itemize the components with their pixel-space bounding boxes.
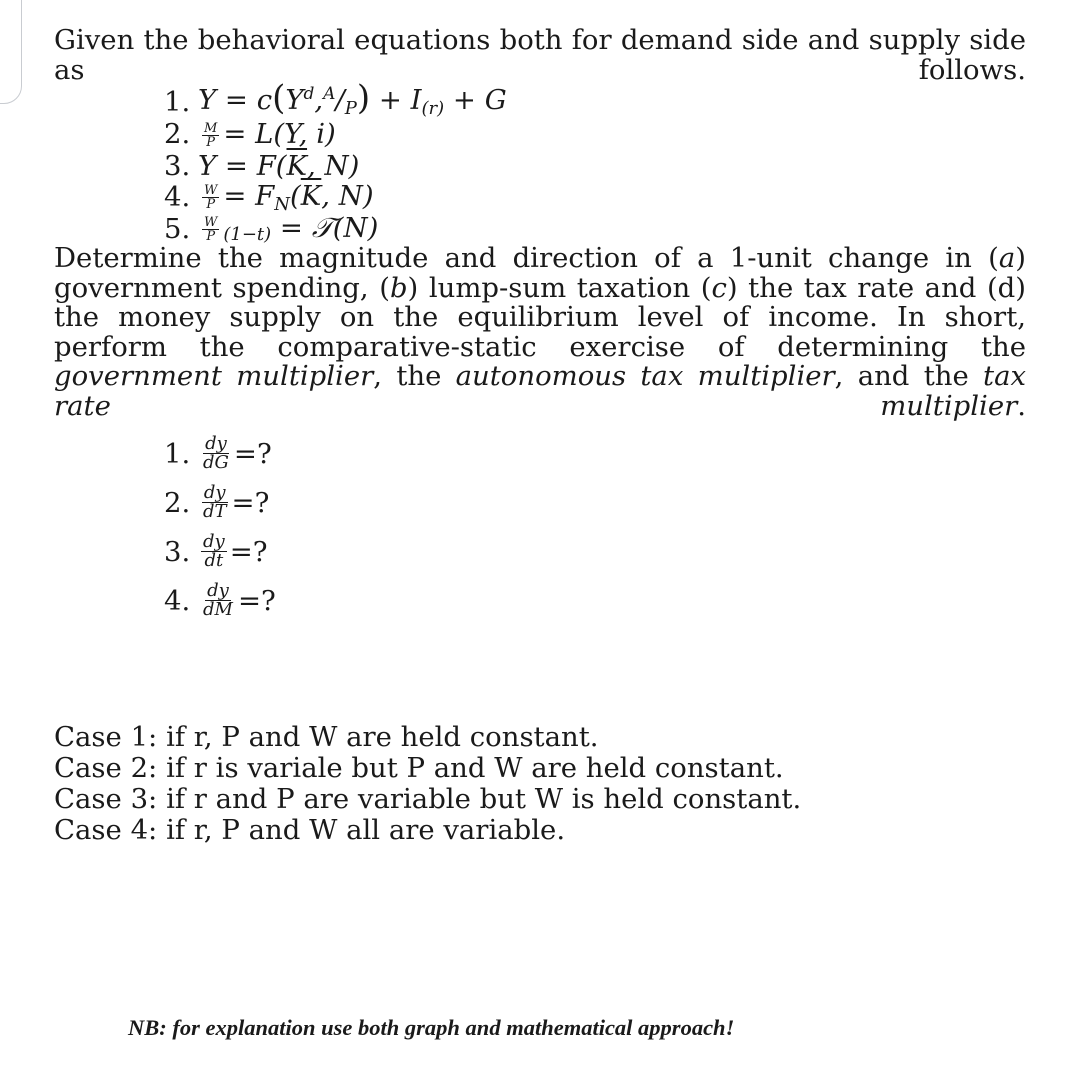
derivative-rhs: =? (231, 486, 270, 519)
derivative-item (164, 527, 1026, 576)
derivative-fraction: $\frac{dy}{dT}$ (203, 482, 227, 522)
equation-4 (164, 181, 1026, 213)
equation-4-expression: $\frac{W}{P}$ = $F_N(\overline{K}$, N) (204, 179, 374, 215)
derivative-list (164, 429, 1026, 625)
derivative-fraction: $\frac{dy}{dt}$ (203, 531, 225, 571)
derivative-item (164, 478, 1026, 527)
equation-number: 3. (164, 149, 191, 182)
equation-3 (164, 150, 1026, 181)
equation-3-expression: $Y = F(\overline{K}$, N) (198, 149, 360, 182)
case-4: Case 4: if r, P and W all are variable. (54, 814, 566, 846)
case-1: Case 1: if r, P and W are held constant. (54, 721, 599, 753)
derivative-fraction: $\frac{dy}{dM}$ (203, 580, 233, 620)
derivative-rhs: =? (233, 437, 272, 470)
derivative-item (164, 576, 1026, 625)
page-corner-decoration (0, 0, 22, 104)
derivative-number: 2. (164, 486, 191, 519)
footnote: NB: for explanation use both graph and mathematical approach! (128, 1015, 735, 1040)
equation-number: 4. (164, 181, 191, 213)
question-paragraph: Determine the magnitude and direction of a 1-unit change in (a) government spending, (b) lump-sum taxation (c) the tax rate and (d) the money supply on the equilibrium level of income. In short, perform the comparative-static exercise of determining the government multiplier, the autonomous tax multiplier, and the tax rate multiplier. (54, 242, 1027, 422)
equation-list (164, 78, 1026, 245)
equation-5-expression: $\frac{W}{P}$ (1−t) = 𝒯(N) (204, 212, 379, 245)
case-list (54, 722, 801, 846)
derivative-item (164, 429, 1026, 478)
case-3: Case 3: if r and P are variable but W is held constant. (54, 783, 802, 815)
derivative-number: 3. (164, 535, 191, 568)
equation-1-expression: $Y = c(Y^d,^A/_P) + I_{(r)} + G$ (198, 78, 507, 119)
derivative-number: 4. (164, 584, 191, 617)
derivative-number: 1. (164, 437, 191, 470)
equation-2-expression: $\frac{M}{P}$ = L(Y, i) (204, 118, 336, 150)
derivative-rhs: =? (229, 535, 268, 568)
case-2: Case 2: if r is variale but P and W are held constant. (54, 752, 784, 784)
derivative-rhs: =? (237, 584, 276, 617)
derivative-fraction: $\frac{dy}{dG}$ (203, 433, 229, 473)
equation-number: 5. (164, 212, 191, 245)
intro-paragraph: Given the behavioral equations both for demand side and supply side as follows. (54, 24, 1026, 86)
equation-number: 1. (164, 85, 191, 118)
equation-1 (164, 78, 1026, 119)
equation-2 (164, 118, 1026, 150)
document-body (54, 26, 1026, 625)
equation-5 (164, 213, 1026, 244)
equation-number: 2. (164, 118, 191, 150)
